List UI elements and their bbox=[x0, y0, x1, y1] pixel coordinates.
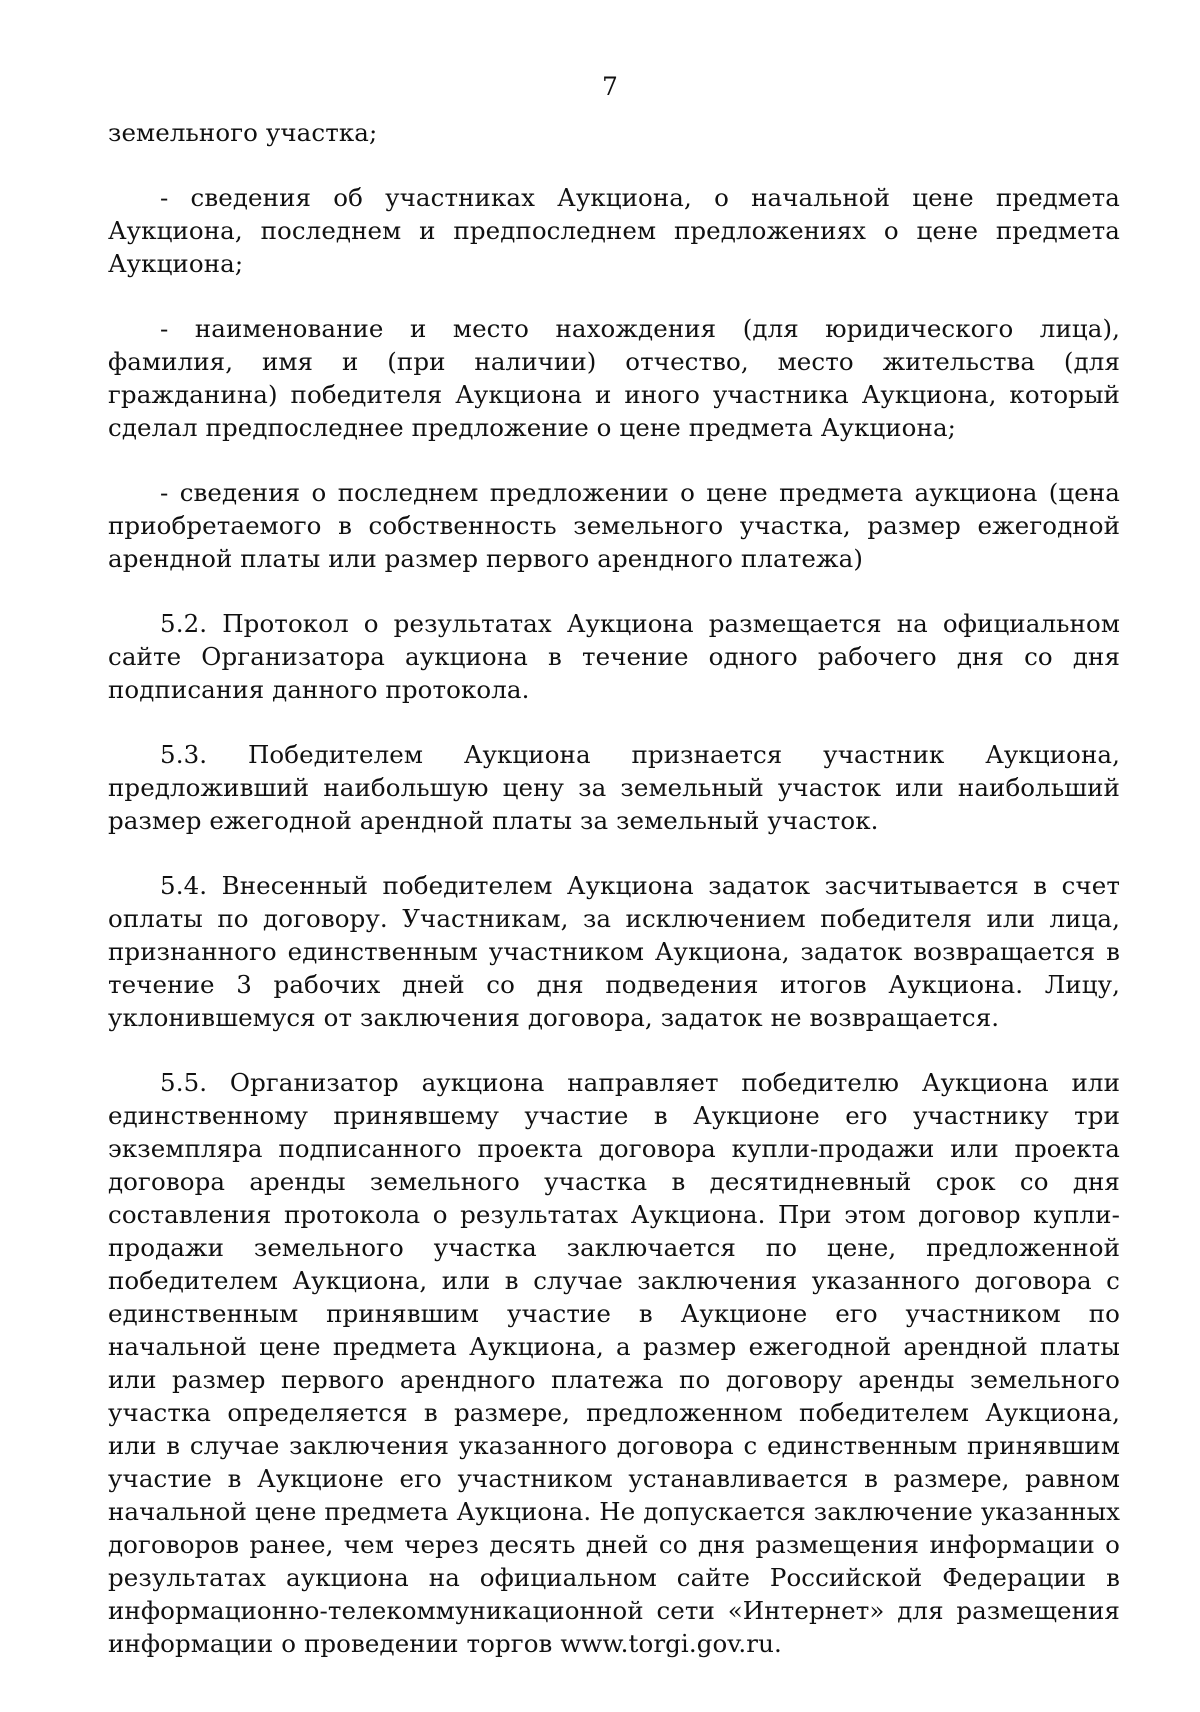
paragraph-winner-details: - наименование и место нахождения (для юридического лица), фамилия, имя и (при наличии) отчество, место жительства (для гражданина) победителя Аукциона и иного участника Аукциона, который сделал предпоследнее предложение о цене предмета Аукциона; bbox=[108, 314, 1120, 442]
paragraph-5-5: 5.5. Организатор аукциона направляет победителю Аукциона или единственному принявшему участие в Аукционе его участнику три экземпляра подписанного проекта договора купли-продажи или проекта договора аренды земельного участка в десятидневный срок со дня составления протокола о результатах Аукциона. При этом договор купли-продажи земельного участка заключается по цене, предложенной победителем Аукциона, или в случае заключения указанного договора с единственным принявшим участие в Аукционе его участником по начальной цене предмета Аукциона, а размер ежегодной арендной платы или размер первого арендного платежа по договору аренды земельного участка определяется в размере, предложенном победителем Аукциона, или в случае заключения указанного договора с единственным принявшим участие в Аукционе его участником устанавливается в размере, равном начальной цене предмета Аукциона. Не допускается заключение указанных договоров ранее, чем через десять дней со дня размещения информации о результатах аукциона на официальном сайте Российской Федерации в информационно-телекоммуникационной сети «Интернет» для размещения информации о проведении торгов www.torgi.gov.ru. bbox=[108, 1068, 1120, 1658]
paragraph-last-offer: - сведения о последнем предложении о цене предмета аукциона (цена приобретаемого в собственность земельного участка, размер ежегодной арендной платы или размер первого арендного платежа) bbox=[108, 478, 1120, 573]
paragraph-bidders-info: - сведения об участниках Аукциона, о начальной цене предмета Аукциона, последнем и предпоследнем предложениях о цене предмета Аукциона; bbox=[108, 183, 1120, 278]
page-number: 7 bbox=[602, 72, 618, 101]
paragraph-5-2: 5.2. Протокол о результатах Аукциона размещается на официальном сайте Организатора аукциона в течение одного рабочего дня со дня подписания данного протокола. bbox=[108, 609, 1120, 704]
paragraph-5-3: 5.3. Победителем Аукциона признается участник Аукциона, предложивший наибольшую цену за земельный участок или наибольший размер ежегодной арендной платы за земельный участок. bbox=[108, 740, 1120, 835]
paragraph-continuation: земельного участка; bbox=[108, 118, 378, 147]
document-body bbox=[108, 116, 1120, 1660]
paragraph-5-4: 5.4. Внесенный победителем Аукциона задаток засчитывается в счет оплаты по договору. Участникам, за исключением победителя или лица, признанного единственным участником Аукциона, задаток возвращается в течение 3 рабочих дней со дня подведения итогов Аукциона. Лицу, уклонившемуся от заключения договора, задаток не возвращается. bbox=[108, 871, 1120, 1032]
